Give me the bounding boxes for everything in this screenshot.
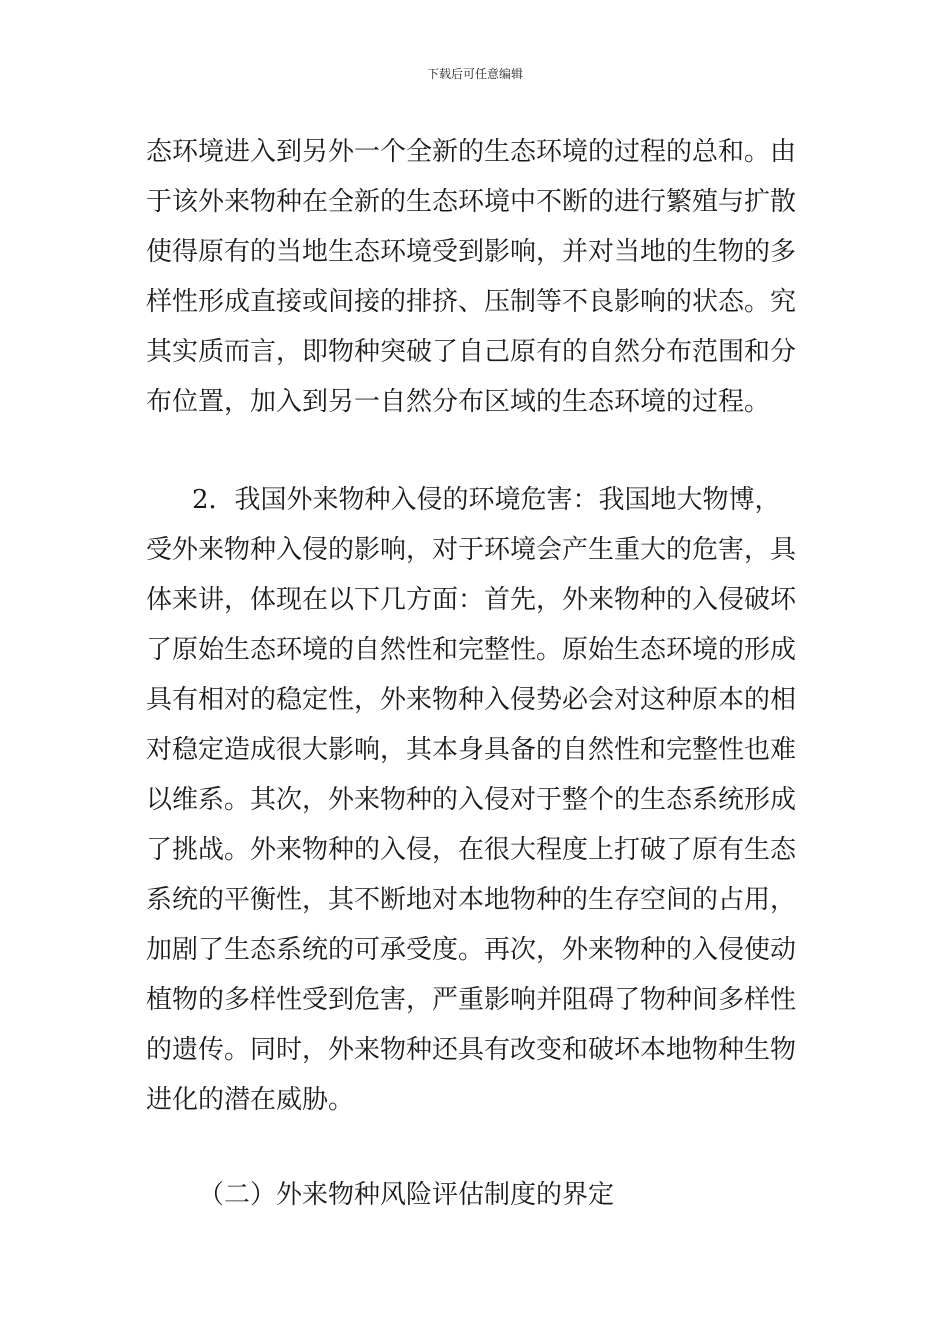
paragraph-definition: 态环境进入到另外一个全新的生态环境的过程的总和。由于该外来物种在全新的生态环境中不断的进行繁殖与扩散使得原有的当地生态环境受到影响，并对当地的生物的多样性形成直接或间接的排挤、压制等不良影响的状态。究其实质而言，即物种突破了自己原有的自然分布范围和分布位置，加入到另一自然分布区域的生态环境的过程。 [146,137,797,417]
page-header: 下载后可任意编辑 [426,67,523,81]
paragraph-environmental-harm: 2．我国外来物种入侵的环境危害：我国地大物博，受外来物种入侵的影响，对于环境会产生重大的危害，具体来讲，体现在以下几方面：首先，外来物种的入侵破坏了原始生态环境的自然性和完整性。原始生态环境的形成具有相对的稳定性，外来物种入侵势必会对这种原本的相对稳定造成很大影响，其本身具备的自然性和完整性也难以维系。其次，外来物种的入侵对于整个的生态系统形成了挑战。外来物种的入侵，在很大程度上打破了原有生态系统的平衡性，其不断地对本地物种的生存空间的占用，加剧了生态系统的可承受度。再次，外来物种的入侵使动植物的多样性受到危害，严重影响并阻碍了物种间多样性的遗传。同时，外来物种还具有改变和破坏本地物种生物进化的潜在威胁。 [146,485,797,1115]
section-heading: （二）外来物种风险评估制度的界定 [198,1180,615,1210]
